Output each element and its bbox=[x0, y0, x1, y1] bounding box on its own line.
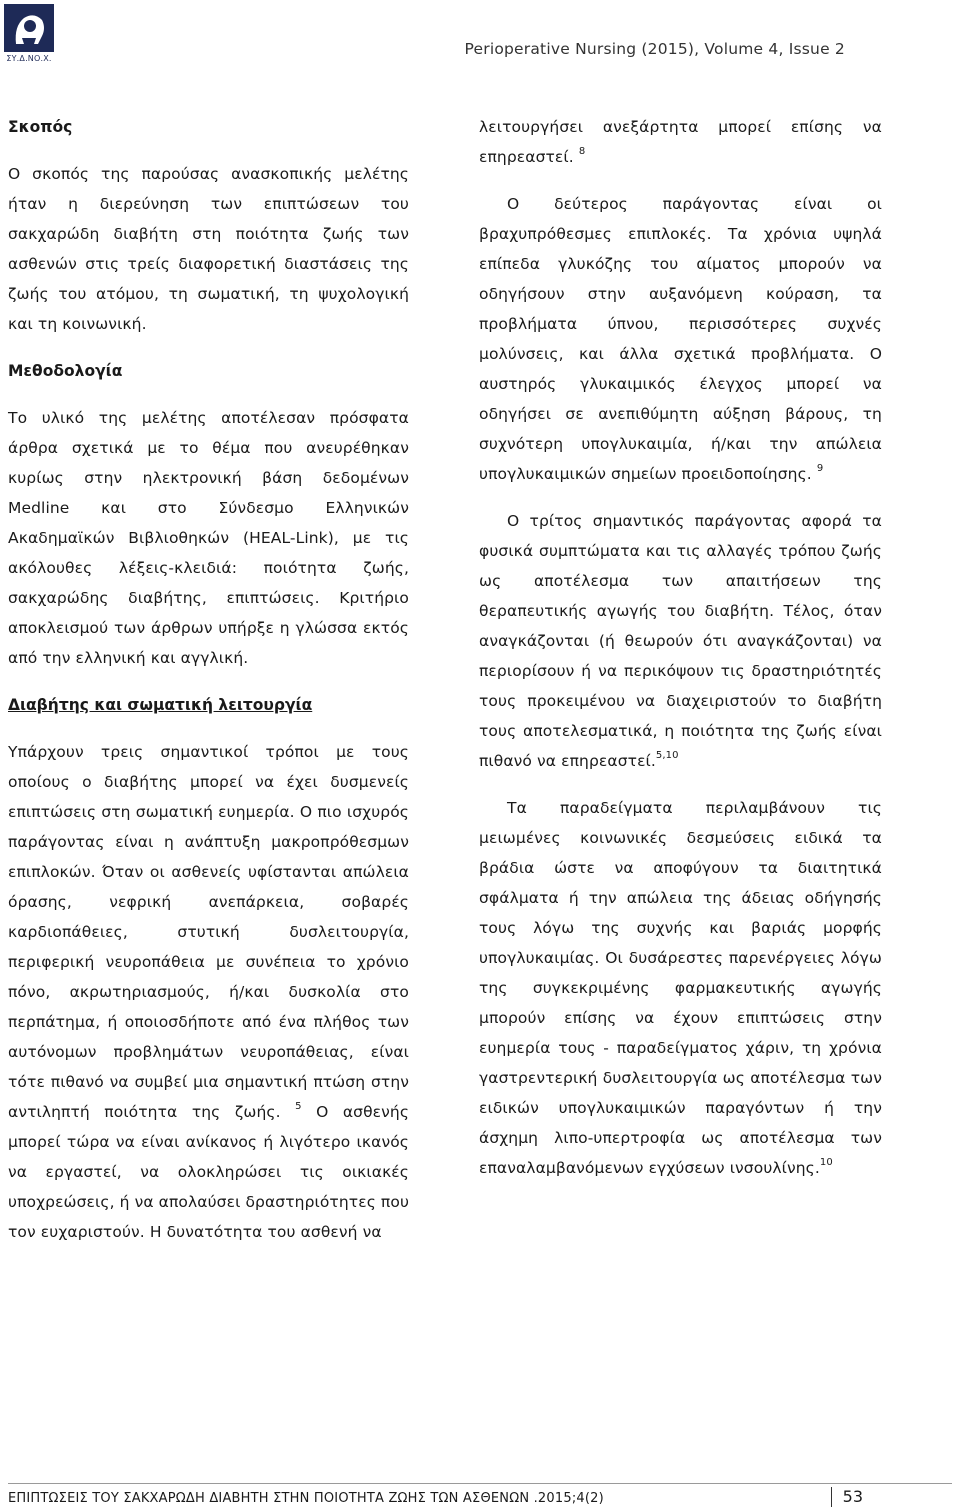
citation-8: 8 bbox=[578, 146, 586, 157]
paragraph-examples bbox=[479, 793, 882, 1183]
paragraph-second-text: Ο δεύτερος παράγοντας είναι οι βραχυπρόθεσμες επιπλοκές. Τα χρόνια υψηλά επίπεδα γλυκόζης του αίματος μπορούν να οδηγήσουν στην αυξανόμενη κούραση, τα προβλήματα ύπνου, περισσότερες συχνές μολύνσεις, και άλλα σχετικά προβλήματα. Ο αυστηρός γλυκαιμικός έλεγχος μπορεί να οδηγήσει σε ανεπιθύμητη αύξηση βάρους, τη συχνότερη υπογλυκαιμία, ή/και την απώλεια υπογλυκαιμικών σημείων προειδοποίησης. bbox=[479, 195, 882, 483]
paragraph-aim: Ο σκοπός της παρούσας ανασκοπικής μελέτης ήταν η διερεύνηση των επιπτώσεων του σακχαρώδη διαβήτη στη ποιότητα ζωής των ασθενών στις τρείς διαφορετική διαστάσεις της ζωής του ατόμου, τη σωματική, τη ψυχολογική και τη κοινωνική. bbox=[8, 165, 409, 333]
heading-physical-function: Διαβήτης και σωματική λειτουργία bbox=[8, 696, 313, 714]
paragraph-third-factor bbox=[479, 506, 882, 776]
paragraph-continued bbox=[479, 112, 882, 172]
page-number: 53 bbox=[842, 1487, 863, 1506]
running-head: Perioperative Nursing (2015), Volume 4, Issue 2 bbox=[464, 40, 845, 58]
paragraph-physical-b: Ο ασθενής μπορεί τώρα να είναι ανίκανος ή λιγότερο ικανός να εργαστεί, να ολοκληρώσει τις οικιακές υποχρεώσεις, ή να απολαύσει δραστηριότητες που τον ευχαριστούν. Η δυνατότητα του ασθενή να bbox=[8, 1103, 410, 1241]
paragraph-physical bbox=[8, 737, 409, 1247]
logo-caption: ΣΥ.Δ.ΝΟ.Χ. bbox=[6, 54, 52, 63]
paragraph-methodology: Το υλικό της μελέτης αποτέλεσαν πρόσφατα άρθρα σχετικά με το θέμα που ανευρέθηκαν κυρίως στην ηλεκτρονική βάση δεδομένων Medline και στο Σύνδεσμο Ελληνικών Ακαδημαϊκών Βιβλιοθηκών (HEAL-Link), με τις ακόλουθες λέξεις-κλειδιά: ποιότητα ζωής, σακχαρώδης διαβήτης, επιπτώσεις. Κριτήριο αποκλεισμού των άρθρων υπήρξε η γλώσσα εκτός από την ελληνική και αγγλική. bbox=[8, 409, 409, 667]
journal-logo bbox=[4, 4, 54, 66]
heading-aim: Σκοπός bbox=[8, 118, 73, 136]
citation-5: 5 bbox=[295, 1101, 302, 1112]
citation-5-10: 5,10 bbox=[655, 750, 679, 761]
page-number-separator bbox=[831, 1487, 832, 1507]
paragraph-continued-text: λειτουργήσει ανεξάρτητα μπορεί επίσης να επηρεαστεί. bbox=[479, 118, 882, 166]
paragraph-examples-text: Τα παραδείγματα περιλαμβάνουν τις μειωμένες κοινωνικές δεσμεύσεις ειδικά τα βράδια ώστε να αποφύγουν τα διαιτητικά σφάλματα ή την απώλεια της άδειας οδήγησής τους λόγω της συχνής και βαριάς μορφής υπογλυκαιμίας. Οι δυσάρεστες παρενέργειες λόγω της συγκεκριμένης φαρμακευτικής αγωγής μπορούν επίσης να έχουν επιπτώσεις στην ευημερία τους - παραδείγματος χάριν, τη χρόνια γαστρεντερική δυσλειτουργία ως αποτέλεσμα των ειδικών υπογλυκαιμικών παραγόντων ή την άσχημη λιπο-υπερτροφία ως αποτέλεσμα των επαναλαμβανόμενων εγχύσεων ινσουλίνης. bbox=[479, 799, 882, 1177]
logo-emblem-icon bbox=[4, 4, 54, 52]
paragraph-third-text: Ο τρίτος σημαντικός παράγοντας αφορά τα φυσικά συμπτώματα και τις αλλαγές τρόπου ζωής ως αποτέλεσμα των απαιτήσεων της θεραπευτικής αγωγής του διαβήτη. Τέλος, όταν αναγκάζονται (ή θεωρούν ότι αναγκάζονται) να περιορίσουν ή να περικόψουν τις δραστηριότητές τους προκειμένου να διαχειριστούν το διαβήτη τους αποτελεσματικά, η ποιότητα της ζωής είναι πιθανό να επηρεαστεί. bbox=[479, 512, 882, 770]
citation-9: 9 bbox=[816, 463, 824, 474]
paragraph-physical-a: Υπάρχουν τρεις σημαντικοί τρόποι με τους οποίους ο διαβήτης μπορεί να έχει δυσμενείς επιπτώσεις στη σωματική ευημερία. Ο πιο ισχυρός παράγοντας είναι η ανάπτυξη μακροπρόθεσμων επιπλοκών. Όταν οι ασθενείς υφίστανται απώλεια όρασης, νεφρική ανεπάρκεια, σοβαρές καρδιοπάθειες, στυτική δυσλειτουργία, περιφερική νευροπάθεια με συνέπεια το χρόνιο πόνο, ακρωτηριασμούς, ή/και δυσκολία στο περπάτημα, ή οποιοσδήποτε από ένα πλήθος των αυτόνομων προβλημάτων νευροπάθειας, είναι τότε πιθανό να συμβεί μια σημαντική πτώση στην αντιληπτή ποιότητα της ζωής. bbox=[8, 743, 409, 1121]
paragraph-second-factor bbox=[479, 189, 882, 489]
citation-10: 10 bbox=[819, 1157, 833, 1168]
left-column bbox=[8, 112, 409, 1247]
heading-methodology: Μεθοδολογία bbox=[8, 362, 123, 380]
footer-divider bbox=[8, 1483, 952, 1484]
footer-title: ΕΠΙΠΤΩΣΕΙΣ ΤΟΥ ΣΑΚΧΑΡΩΔΗ ΔΙΑΒΗΤΗ ΣΤΗΝ ΠΟΙΟΤΗΤΑ ΖΩΗΣ ΤΩΝ ΑΣΘΕΝΩΝ .2015;4(2) bbox=[8, 1491, 604, 1506]
right-column bbox=[479, 112, 882, 1183]
